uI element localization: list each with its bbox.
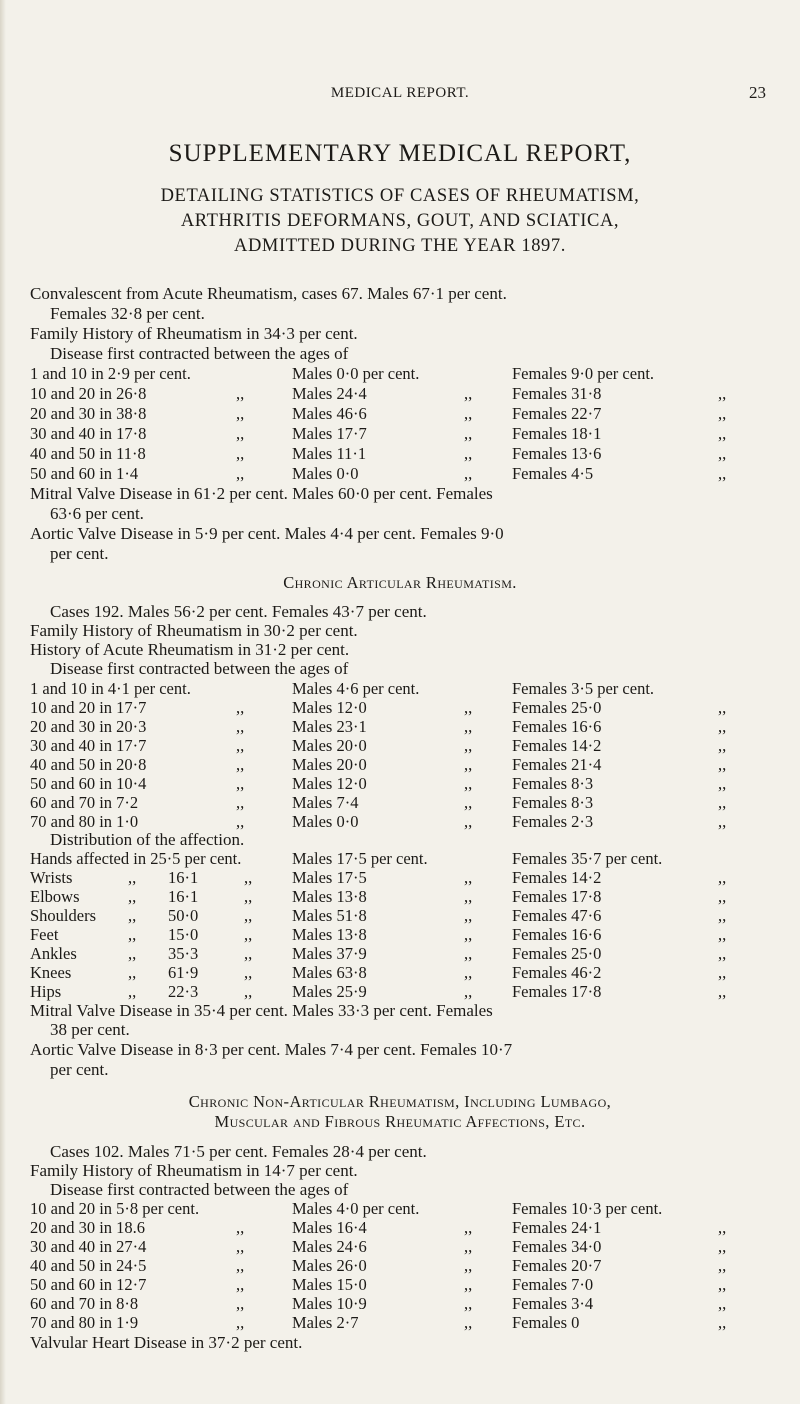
chronic-heading: Chronic Articular Rheumatism. [283,573,517,592]
females-cell: Females 9·0 per cent. [512,364,655,383]
chronic-line-5: Distribution of the affection. [50,830,245,849]
ditto-mark: ,, [718,755,727,774]
table-row [0,812,800,832]
ditto-mark: ,, [718,963,727,982]
ditto-mark: ,, [718,717,727,736]
ditto-mark: ,, [464,755,473,774]
age-range-cell: 70 and 80 in 1·9 [30,1313,139,1332]
subtitle-line: DETAILING STATISTICS OF CASES OF RHEUMATISM, [160,186,640,206]
ditto-mark: ,, [464,424,473,443]
ditto-mark: ,, [464,444,473,463]
total-cell: 22·3 [168,982,199,1001]
ditto-mark: ,, [128,868,137,887]
males-cell: Males 7·4 [292,793,359,812]
females-cell: Females 25·0 [512,944,602,963]
nonarticular-heading-2: Muscular and Fibrous Rheumatic Affections, Etc. [214,1112,586,1131]
ditto-mark: ,, [244,887,253,906]
ditto-mark: ,, [128,944,137,963]
chronic-line-1: Cases 192. Males 56·2 per cent. Females 43·7 per cent. [50,602,427,621]
joint-cell: Wrists [30,868,73,887]
running-title: MEDICAL REPORT. [330,85,470,101]
table-row [0,868,800,888]
ditto-mark: ,, [718,944,727,963]
ditto-mark: ,, [464,793,473,812]
males-cell: Males 12·0 [292,774,367,793]
males-cell: Males 17·5 [292,868,367,887]
ditto-mark: ,, [236,793,245,812]
females-cell: Females 14·2 [512,868,602,887]
ditto-mark: ,, [464,906,473,925]
age-range-cell: 50 and 60 in 12·7 [30,1275,147,1294]
ditto-mark: ,, [236,812,245,831]
ditto-mark: ,, [718,1275,727,1294]
table-row [0,1313,800,1333]
ditto-mark: ,, [236,1294,245,1313]
males-cell: Males 46·6 [292,404,367,423]
ditto-mark: ,, [718,444,727,463]
nonarticular-heading-1: Chronic Non-Articular Rheumatism, Including Lumbago, [188,1092,612,1111]
ditto-mark: ,, [128,963,137,982]
running-head [0,85,800,107]
chronic-line-9: per cent. [50,1060,109,1079]
males-cell: Males 11·1 [292,444,367,463]
ditto-mark: ,, [236,404,245,423]
ditto-mark: ,, [464,812,473,831]
ditto-mark: ,, [718,698,727,717]
chronic-line-8: Aortic Valve Disease in 8·3 per cent. Males 7·4 per cent. Females 10·7 [30,1040,513,1059]
chronic-line-6: Mitral Valve Disease in 35·4 per cent. Males 33·3 per cent. Females [30,1001,493,1020]
age-range-cell: 40 and 50 in 20·8 [30,755,147,774]
females-cell: Females 35·7 per cent. [512,849,663,868]
males-cell: Males 4·6 per cent. [292,679,420,698]
ditto-mark: ,, [464,1275,473,1294]
chronic-line-3: History of Acute Rheumatism in 31·2 per cent. [30,640,350,659]
ditto-mark: ,, [236,1256,245,1275]
ditto-mark: ,, [464,774,473,793]
table-row [0,1275,800,1295]
ditto-mark: ,, [244,925,253,944]
females-cell: Females 16·6 [512,925,602,944]
chronic-line-7: 38 per cent. [50,1020,130,1039]
ditto-mark: ,, [464,1218,473,1237]
page-number: 23 [749,83,766,102]
females-cell: Females 7·0 [512,1275,594,1294]
ditto-mark: ,, [244,944,253,963]
males-cell: Males 63·8 [292,963,367,982]
ditto-mark: ,, [464,717,473,736]
ditto-mark: ,, [236,736,245,755]
males-cell: Males 2·7 [292,1313,359,1332]
total-cell: 35·3 [168,944,199,963]
ditto-mark: ,, [718,982,727,1001]
ditto-mark: ,, [464,887,473,906]
nonarticular-line-2: Family History of Rheumatism in 14·7 per cent. [30,1161,358,1180]
ditto-mark: ,, [464,1294,473,1313]
ditto-mark: ,, [718,868,727,887]
males-cell: Males 20·0 [292,755,367,774]
total-cell: 16·1 [168,887,199,906]
acute-line-7: Aortic Valve Disease in 5·9 per cent. Males 4·4 per cent. Females 9·0 [30,524,504,543]
females-cell: Females 46·2 [512,963,602,982]
ditto-mark: ,, [236,464,245,483]
table-row [0,444,800,464]
females-cell: Females 34·0 [512,1237,602,1256]
females-cell: Females 3·5 per cent. [512,679,655,698]
age-range-cell: 50 and 60 in 10·4 [30,774,147,793]
table-row [0,849,800,869]
ditto-mark: ,, [464,925,473,944]
ditto-mark: ,, [464,384,473,403]
males-cell: Males 37·9 [292,944,367,963]
females-cell: Females 0 [512,1313,580,1332]
table-row [0,906,800,926]
females-cell: Females 2·3 [512,812,594,831]
subtitle-line: ADMITTED DURING THE YEAR 1897. [234,236,566,256]
ditto-mark: ,, [464,868,473,887]
females-cell: Females 17·8 [512,982,602,1001]
total-cell: 50·0 [168,906,199,925]
joint-cell: Hips [30,982,62,1001]
joint-cell: Shoulders [30,906,96,925]
nonarticular-line-4: Valvular Heart Disease in 37·2 per cent. [30,1333,303,1352]
ditto-mark: ,, [236,717,245,736]
nonarticular-line-1: Cases 102. Males 71·5 per cent. Females 28·4 per cent. [50,1142,427,1161]
table-row [0,793,800,813]
ditto-mark: ,, [464,944,473,963]
females-cell: Females 47·6 [512,906,602,925]
acute-line-8: per cent. [50,544,109,563]
chronic-line-4: Disease first contracted between the ages of [50,659,349,678]
acute-line-5: Mitral Valve Disease in 61·2 per cent. Males 60·0 per cent. Females [30,484,493,503]
males-cell: Males 51·8 [292,906,367,925]
ditto-mark: ,, [718,1313,727,1332]
report-subtitle [30,184,770,259]
table-row [0,963,800,983]
ditto-mark: ,, [718,404,727,423]
ditto-mark: ,, [718,812,727,831]
ditto-mark: ,, [244,982,253,1001]
males-cell: Males 13·8 [292,925,367,944]
males-cell: Males 10·9 [292,1294,367,1313]
acute-line-2: Females 32·8 per cent. [50,304,205,323]
males-cell: Males 25·9 [292,982,367,1001]
females-cell: Females 21·4 [512,755,602,774]
females-cell: Females 10·3 per cent. [512,1199,663,1218]
ditto-mark: ,, [464,1237,473,1256]
females-cell: Females 22·7 [512,404,602,423]
ditto-mark: ,, [464,1256,473,1275]
males-cell: Males 13·8 [292,887,367,906]
table-row [0,1218,800,1238]
table-row [0,364,800,384]
ditto-mark: ,, [464,736,473,755]
ditto-mark: ,, [464,404,473,423]
males-cell: Males 0·0 [292,812,359,831]
ditto-mark: ,, [236,1218,245,1237]
table-row [0,1237,800,1257]
age-range-cell: 30 and 40 in 17·7 [30,736,147,755]
table-row [0,679,800,699]
age-range-cell: 10 and 20 in 5·8 per cent. [30,1199,200,1218]
total-cell: 61·9 [168,963,199,982]
females-cell: Females 4·5 [512,464,594,483]
ditto-mark: ,, [718,736,727,755]
females-cell: Females 20·7 [512,1256,602,1275]
ditto-mark: ,, [718,424,727,443]
table-row [0,464,800,484]
total-cell: 16·1 [168,868,199,887]
males-cell: Males 24·6 [292,1237,367,1256]
ditto-mark: ,, [718,793,727,812]
females-cell: Females 13·6 [512,444,602,463]
ditto-mark: ,, [236,1275,245,1294]
males-cell: Males 20·0 [292,736,367,755]
ditto-mark: ,, [244,963,253,982]
males-cell: Males 0·0 per cent. [292,364,420,383]
chronic-line-2: Family History of Rheumatism in 30·2 per cent. [30,621,358,640]
table-row [0,384,800,404]
ditto-mark: ,, [236,698,245,717]
table-row [0,717,800,737]
joint-cell: Ankles [30,944,77,963]
females-cell: Females 25·0 [512,698,602,717]
ditto-mark: ,, [128,887,137,906]
age-range-cell: 70 and 80 in 1·0 [30,812,139,831]
males-cell: Males 17·7 [292,424,367,443]
ditto-mark: ,, [464,698,473,717]
age-range-cell: 20 and 30 in 20·3 [30,717,147,736]
joint-cell: Elbows [30,887,80,906]
ditto-mark: ,, [128,982,137,1001]
age-range-cell: 40 and 50 in 24·5 [30,1256,147,1275]
ditto-mark: ,, [236,1313,245,1332]
ditto-mark: ,, [718,1294,727,1313]
males-cell: Males 16·4 [292,1218,367,1237]
males-cell: Males 12·0 [292,698,367,717]
males-cell: Males 17·5 per cent. [292,849,428,868]
age-range-cell: 30 and 40 in 17·8 [30,424,147,443]
ditto-mark: ,, [244,868,253,887]
females-cell: Females 8·3 [512,793,594,812]
age-range-cell: 1 and 10 in 4·1 per cent. [30,679,191,698]
acute-line-4: Disease first contracted between the ages of [50,344,349,363]
age-range-cell: 50 and 60 in 1·4 [30,464,139,483]
ditto-mark: ,, [718,906,727,925]
ditto-mark: ,, [464,464,473,483]
acute-line-3: Family History of Rheumatism in 34·3 per cent. [30,324,358,343]
ditto-mark: ,, [128,925,137,944]
ditto-mark: ,, [236,424,245,443]
table-row [0,982,800,1002]
age-range-cell: 60 and 70 in 7·2 [30,793,139,812]
acute-line-1: Convalescent from Acute Rheumatism, cases 67. Males 67·1 per cent. [30,284,507,303]
age-range-cell: 30 and 40 in 27·4 [30,1237,147,1256]
females-cell: Females 17·8 [512,887,602,906]
table-row [0,1199,800,1219]
age-range-cell: 1 and 10 in 2·9 per cent. [30,364,191,383]
females-cell: Females 31·8 [512,384,602,403]
ditto-mark: ,, [236,384,245,403]
acute-line-6: 63·6 per cent. [50,504,144,523]
ditto-mark: ,, [718,464,727,483]
age-range-cell: 20 and 30 in 38·8 [30,404,147,423]
ditto-mark: ,, [718,887,727,906]
ditto-mark: ,, [718,774,727,793]
females-cell: Females 18·1 [512,424,602,443]
ditto-mark: ,, [464,1313,473,1332]
table-row [0,774,800,794]
males-cell: Males 0·0 [292,464,359,483]
males-cell: Males 15·0 [292,1275,367,1294]
females-cell: Females 3·4 [512,1294,594,1313]
females-cell: Females 24·1 [512,1218,602,1237]
table-row [0,424,800,444]
females-cell: Females 14·2 [512,736,602,755]
ditto-mark: ,, [464,963,473,982]
males-cell: Males 23·1 [292,717,367,736]
females-cell: Females 8·3 [512,774,594,793]
joint-cell: Hands affected in 25·5 per cent. [30,849,242,868]
ditto-mark: ,, [718,1218,727,1237]
age-range-cell: 10 and 20 in 17·7 [30,698,147,717]
table-row [0,404,800,424]
ditto-mark: ,, [128,906,137,925]
total-cell: 15·0 [168,925,199,944]
age-range-cell: 60 and 70 in 8·8 [30,1294,139,1313]
ditto-mark: ,, [718,925,727,944]
table-row [0,944,800,964]
ditto-mark: ,, [464,982,473,1001]
ditto-mark: ,, [718,384,727,403]
joint-cell: Feet [30,925,59,944]
females-cell: Females 16·6 [512,717,602,736]
ditto-mark: ,, [718,1237,727,1256]
ditto-mark: ,, [244,906,253,925]
table-row [0,755,800,775]
age-range-cell: 10 and 20 in 26·8 [30,384,147,403]
ditto-mark: ,, [236,755,245,774]
table-row [0,1256,800,1276]
ditto-mark: ,, [236,444,245,463]
table-row [0,1294,800,1314]
males-cell: Males 4·0 per cent. [292,1199,420,1218]
ditto-mark: ,, [236,1237,245,1256]
table-row [0,736,800,756]
joint-cell: Knees [30,963,72,982]
age-range-cell: 20 and 30 in 18.6 [30,1218,146,1237]
males-cell: Males 24·4 [292,384,367,403]
age-range-cell: 40 and 50 in 11·8 [30,444,146,463]
subtitle-line: ARTHRITIS DEFORMANS, GOUT, AND SCIATICA, [180,211,620,231]
nonarticular-line-3: Disease first contracted between the ages of [50,1180,349,1199]
males-cell: Males 26·0 [292,1256,367,1275]
ditto-mark: ,, [718,1256,727,1275]
table-row [0,698,800,718]
ditto-mark: ,, [236,774,245,793]
table-row [0,925,800,945]
report-title: SUPPLEMENTARY MEDICAL REPORT, [168,140,632,167]
table-row [0,887,800,907]
